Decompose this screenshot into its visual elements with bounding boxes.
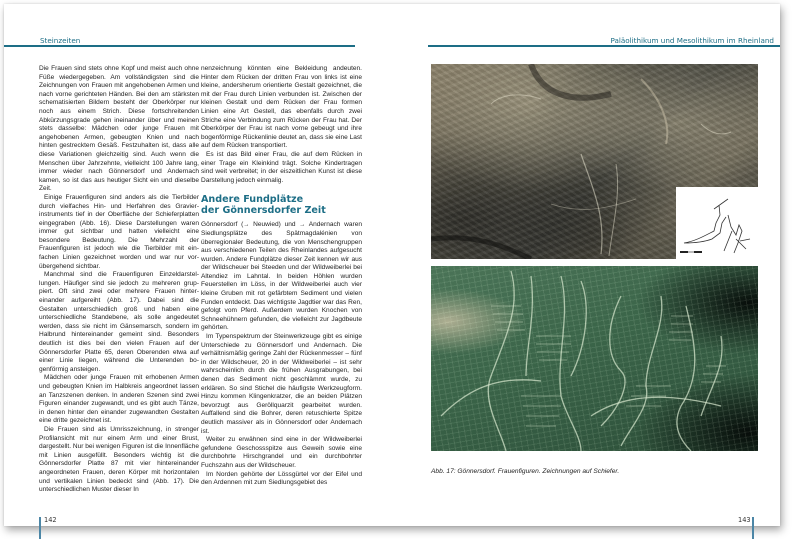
paragraph-with-cross-references (201, 221, 362, 333)
paragraph: Im Norden gehörte der Lössgürtel vor der Eifel und den Ardennen mit zum Siedlungsgebiet des (201, 470, 362, 487)
paragraph: Weiter zu erwähnen sind eine in der Wildweiberlei gefundene Geschossspitze aus Geweih sowie eine durchbohrte Hirschgrandel und ein durchbohrter Fuchszahn aus der Wildscheuer. (201, 436, 362, 469)
paragraph: Es ist das Bild einer Frau, die auf dem Rücken in einer Trage ein Kleinkind trägt. Solche Kindertragen sind weit verbreitet; in der eiszeitlichen Kunst ist diese Darstellung jedoch einmalig. (201, 150, 362, 184)
paragraph: Die Frauen sind stets ohne Kopf und meist auch ohne Füße wiedergegeben. Am vollständigsten sind die Zeichnungen von Frauen mit angehobenen Armen und nach vorne gerichteten Händen. Bei den am stärksten schematisierten Bildern besteht der Oberkörper nur noch aus einem Strich. Diese fortschreitenden Abkürzungsgrade gehen ineinander über und meinen stets dasselbe: Mädchen oder junge Frauen mit angehobenen Armen, gebeugten Knien und nach hinten gestrecktem Gesäß. Festzuhalten ist, dass alle diese Variationen gleichzeitig sind. Auch wenn die Menschen über Jahrzehnte, vielleicht 100 Jahre lang, immer wieder nach Gönnersdorf und Andernach kamen, so ist das aus heutiger Sicht ein und dieselbe Zeit. (39, 65, 199, 193)
page-number-left: 142 (44, 516, 57, 524)
section-heading-line2: der Gönnersdorfer Zeit (201, 205, 326, 217)
left-page (4, 4, 400, 526)
inset-line-drawing (676, 187, 758, 259)
text-column-1 (39, 65, 199, 495)
page-number-right: 143 (738, 516, 751, 524)
paragraph: Manchmal sind die Frauenfiguren Einzeldarstellungen. Häufiger sind sie jedoch zu mehreren gruppiert. Oft sind zwei oder mehrere Frauen hintereinander aufgereiht (Abb. 17). Dabei sind die Gestalten unterschiedlich groß und haben eine unterschiedliche Standebene, als solle angedeutet werden, dass sie nicht im Gänsemarsch, sondern im Halbrund hintereinander gemeint sind. Besonders deutlich ist dies bei den vielen Frauen auf der Gönnersdorfer Platte 65, deren Oberenden etwa auf einer Linie liegen, während die Unterenden bogenförmig ansteigen. (39, 271, 199, 373)
section-heading (201, 194, 362, 216)
book-spread (4, 4, 780, 526)
cross-reference-arrow-icon: → (243, 222, 250, 229)
header-rule-right (428, 45, 780, 47)
engraved-slate-photo-top (431, 64, 758, 259)
text-column-2 (201, 65, 362, 488)
section-heading-line1: Andere Fundplätze (201, 194, 304, 206)
paragraph: Einige Frauenfiguren sind anders als die Tierbilder durch vielfaches Hin- und Herfahren des Gravierinstruments tief in der Oberfläche der Schieferplatten eingegraben (Abb. 16). Diese Darstellungen waren immer gut sichtbar und hatten vielleicht eine besondere Bedeutung. Die Mehrzahl der Frauenfiguren ist jedoch wie die Tierbilder mit einfachen Linien gezeichnet worden und war nur vorübergehend sichtbar. (39, 193, 199, 270)
paragraph: Die Frauen sind als Umrisszeichnung, in strenger Profilansicht mit nur einem Arm und einer Brust, dargestellt. Nur bei wenigen Figuren ist die Innenfläche mit Linien ausgefüllt. Besonders wichtig ist die Gönnersdorfer Platte 87 mit vier hintereinander angeordneten Frauen, deren Körper mit horizontalen und vertikalen Linien bedeckt sind (Abb. 17). Die unterschiedlichen Muster dieser In (39, 425, 199, 494)
engraved-slate-photo-bottom (431, 266, 758, 451)
paragraph: Im Typenspektrum der Steinwerkzeuge gibt es einige Unterschiede zu Gönnersdorf und Andernach. Die verhältnismäßig geringe Zahl der Rückenmesser – fünf in der Wildscheuer, 20 in der Wildweiberlei – ist sehr wahrscheinlich durch die frühen Ausgrabungen, bei denen das Sediment nicht geschlämmt wurde, zu erklären. So sind Stichel die häufigste Werkzeugform. Hinzu kommen Klingenkratzer, die an beiden Plätzen bevorzugt aus Geröllquarzit gearbeitet wurden. Auffallend sind die Bohrer, deren retuschierte Spitze deutlich massiver als in Gönnersdorf oder Andernach ist. (201, 333, 362, 435)
running-head-left: Steinzeiten (40, 36, 81, 45)
header-rule-left (4, 45, 355, 47)
running-head-right: Paläolithikum und Mesolithikum im Rheinland (610, 36, 774, 45)
text-run: Andernach waren Siedlungsplätze des Spätmagdalénien von überregionaler Bedeutung, die von Menschengruppen aus verschiedenen Teilen des Rheinlandes aufgesucht wurden. Andere Fundplätze dieser Zeit kennen wir aus der Wildscheuer bei Steeden und der Wildweiberlei bei Altendiez im Lahntal. In beiden Höhlen wurden Feuerstellen im Löss, in der Wildweiberlei auch vier kleine Gruben mit rot gefärbtem Sediment und vielen Funden entdeckt. Das wichtigste Jagdtier war das Ren, gefolgt vom Pferd. Außerdem wurden Knochen von Schneehühnern gefunden, die vielleicht zur Jagdbeute gehörten. (201, 221, 362, 332)
folio-bar-left (39, 517, 41, 539)
woman-figure-drawing (676, 187, 758, 259)
paragraph: Mädchen oder junge Frauen mit erhobenen Armen und gebeugten Knien im Halbkreis angeordnet lassen an Tanzszenen denken. In anderen Szenen sind zwei Figuren einander zugewandt, und es gibt auch Tänze, in denen hinter den einander zugewandten Gestalten eine dritte gezeichnet ist. (39, 374, 199, 425)
folio-bar-right (752, 517, 754, 539)
text-run: Gönnersdorf ( (201, 221, 244, 229)
cross-reference-arrow-icon: → (299, 222, 306, 229)
figure-caption: Abb. 17: Gönnersdorf. Frauenfiguren. Zeichnungen auf Schiefer. (431, 468, 620, 475)
text-run: Neuwied) und (249, 221, 300, 229)
right-page (400, 4, 780, 526)
women-figures-engraving (431, 266, 758, 451)
paragraph: nenzeichnung könnten eine Bekleidung andeuten. Hinter dem Rücken der dritten Frau von links ist eine kleine, andersherum orientierte Gestalt gezeichnet, die mit der Frau durch Linien verbunden ist. Zwischen der kleinen Gestalt und dem Rücken der Frau formen Linien eine Art Gestell, das ebenfalls durch zwei Striche eine Verbindung zum Rücken der Frau hat. Der Oberkörper der Frau ist nach vorne gebeugt und ihre bogenförmige Rückenlinie deutet an, dass sie eine Last auf dem Rücken transportiert. (201, 65, 362, 150)
